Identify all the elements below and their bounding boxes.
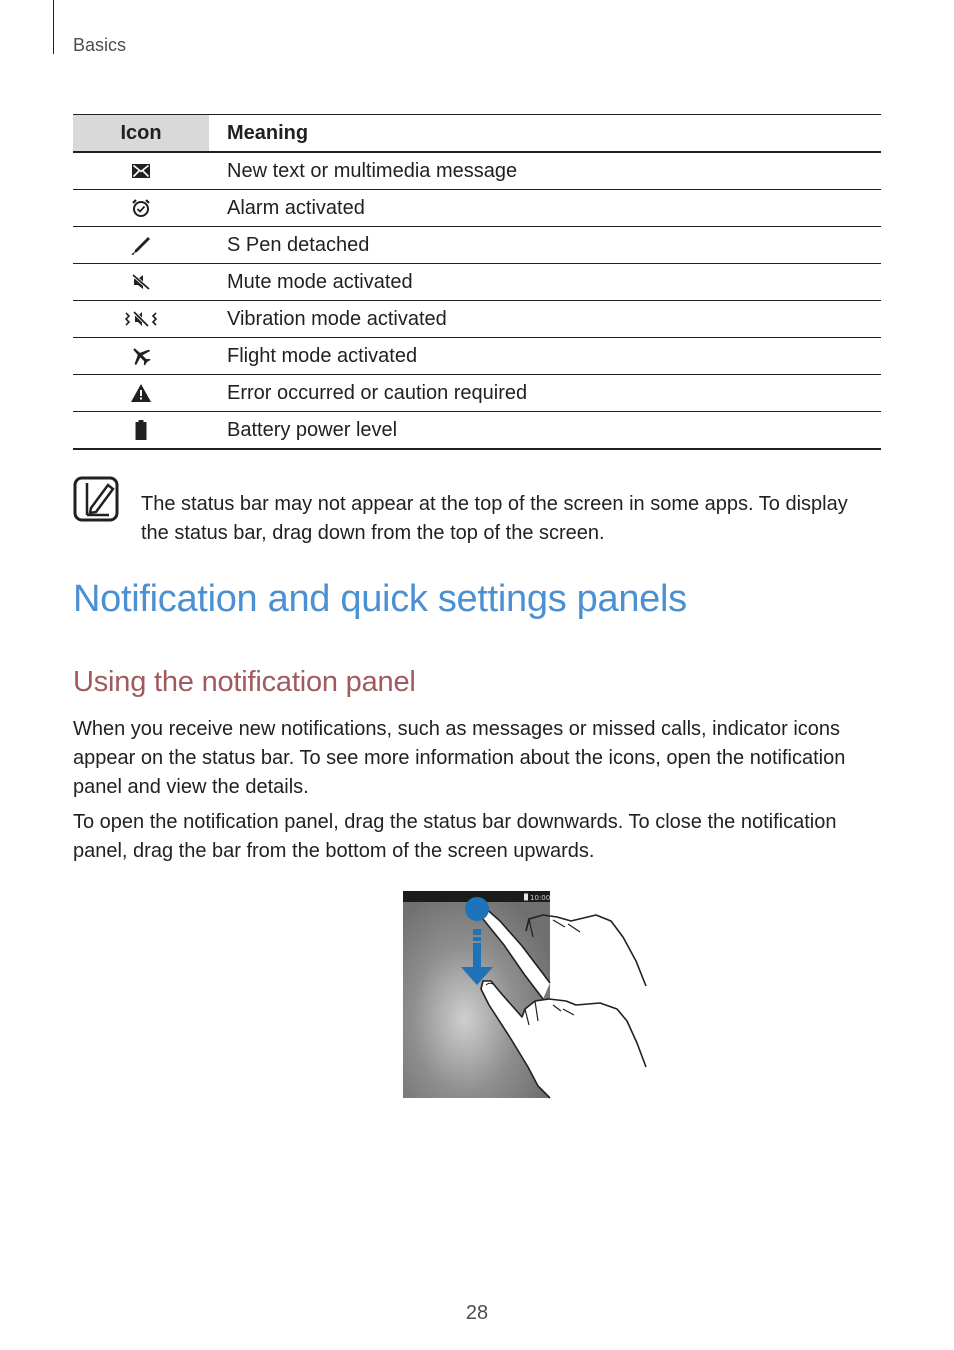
table-row <box>73 190 881 227</box>
meaning-text: Error occurred or caution required <box>209 375 881 412</box>
table-row <box>73 338 881 375</box>
warning-icon <box>131 384 151 402</box>
body-paragraph: To open the notification panel, drag the status bar downwards. To close the notification panel, drag the bar from the bottom of the screen upwards. <box>73 811 837 862</box>
status-icon-table <box>73 114 881 450</box>
page-number: 28 <box>465 1302 489 1324</box>
section-heading: Notification and quick settings panels <box>73 578 687 620</box>
meaning-text: Alarm activated <box>209 190 881 227</box>
meaning-column-header: Meaning <box>209 115 881 153</box>
note-text: The status bar may not appear at the top of the screen in some apps. To display the status bar, drag down from the top of the screen. <box>141 493 848 544</box>
meaning-text: New text or multimedia message <box>209 152 881 190</box>
status-bar-time: 10:00 <box>530 894 551 902</box>
alarm-icon <box>131 198 151 218</box>
note-icon <box>73 476 119 522</box>
meaning-text: Battery power level <box>209 412 881 450</box>
table-row <box>73 375 881 412</box>
vibration-icon <box>125 310 157 328</box>
subsection-heading: Using the notification panel <box>73 666 416 698</box>
table-row <box>73 152 881 190</box>
table-row <box>73 264 881 301</box>
margin-rule <box>53 0 54 54</box>
icon-column-header: Icon <box>73 115 209 153</box>
mute-icon <box>131 273 151 291</box>
table-row <box>73 301 881 338</box>
meaning-text: S Pen detached <box>209 227 881 264</box>
body-paragraph: When you receive new notifications, such as messages or missed calls, indicator icons appear on the status bar. To see more information about the icons, open the notification panel and view the details. <box>73 718 846 798</box>
meaning-text: Mute mode activated <box>209 264 881 301</box>
notification-panel-illustration <box>403 891 648 1099</box>
section-label: Basics <box>73 35 127 55</box>
flight-mode-icon <box>130 346 152 366</box>
battery-icon <box>135 420 147 440</box>
s-pen-icon <box>131 235 151 255</box>
meaning-text: Flight mode activated <box>209 338 881 375</box>
table-row <box>73 227 881 264</box>
table-row <box>73 412 881 450</box>
meaning-text: Vibration mode activated <box>209 301 881 338</box>
message-icon <box>132 164 150 178</box>
table-header-row <box>73 115 881 153</box>
